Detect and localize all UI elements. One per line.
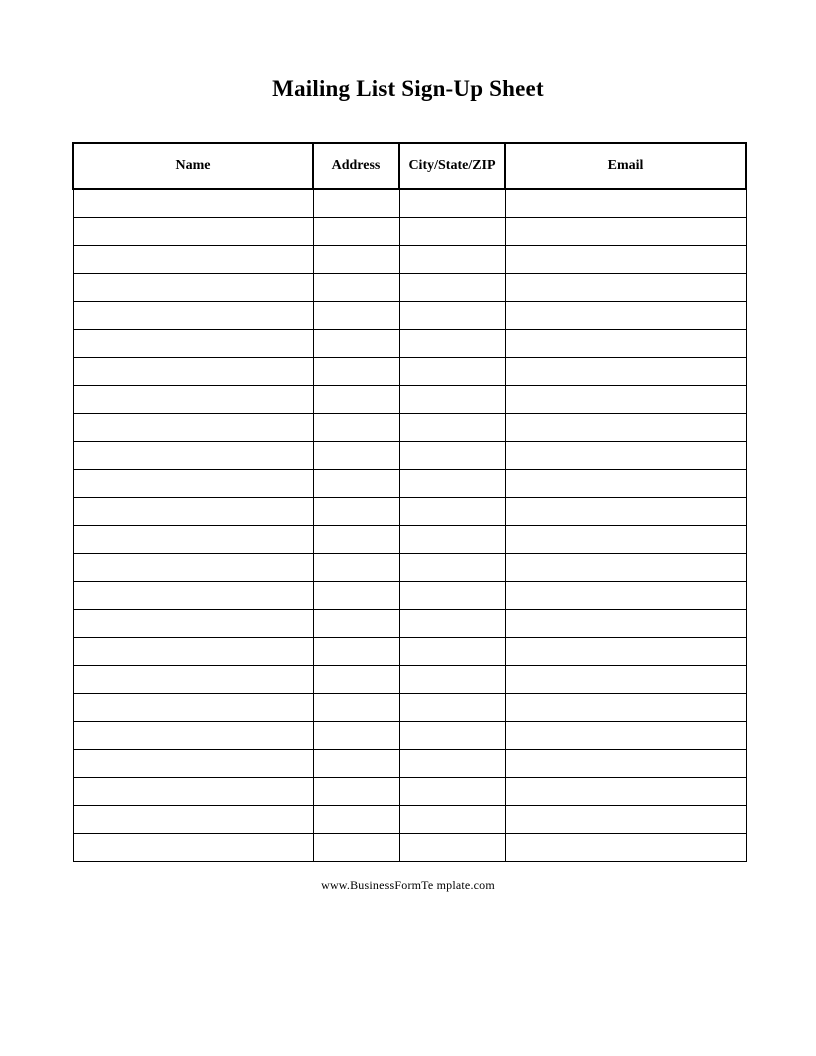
name-cell[interactable] — [73, 386, 313, 414]
address-cell[interactable] — [313, 778, 399, 806]
city-state-zip-cell[interactable] — [399, 554, 505, 582]
email-cell[interactable] — [505, 414, 746, 442]
address-cell[interactable] — [313, 358, 399, 386]
email-cell[interactable] — [505, 442, 746, 470]
address-cell[interactable] — [313, 834, 399, 862]
name-cell[interactable] — [73, 218, 313, 246]
table-body — [73, 189, 746, 862]
city-state-zip-cell[interactable] — [399, 442, 505, 470]
column-header-email: Email — [505, 143, 746, 189]
name-cell[interactable] — [73, 806, 313, 834]
name-cell[interactable] — [73, 610, 313, 638]
column-header-city-state-zip: City/State/ZIP — [399, 143, 505, 189]
email-cell[interactable] — [505, 218, 746, 246]
email-cell[interactable] — [505, 386, 746, 414]
name-cell[interactable] — [73, 750, 313, 778]
name-cell[interactable] — [73, 582, 313, 610]
city-state-zip-cell[interactable] — [399, 189, 505, 218]
table-row — [73, 330, 746, 358]
address-cell[interactable] — [313, 274, 399, 302]
address-cell[interactable] — [313, 302, 399, 330]
table-row — [73, 638, 746, 666]
name-cell[interactable] — [73, 442, 313, 470]
address-cell[interactable] — [313, 330, 399, 358]
name-cell[interactable] — [73, 638, 313, 666]
page-title: Mailing List Sign-Up Sheet — [272, 76, 544, 101]
table-row — [73, 274, 746, 302]
city-state-zip-cell[interactable] — [399, 526, 505, 554]
address-cell[interactable] — [313, 638, 399, 666]
city-state-zip-cell[interactable] — [399, 722, 505, 750]
table-row — [73, 666, 746, 694]
name-cell[interactable] — [73, 694, 313, 722]
email-cell[interactable] — [505, 610, 746, 638]
city-state-zip-cell[interactable] — [399, 218, 505, 246]
address-cell[interactable] — [313, 498, 399, 526]
name-cell[interactable] — [73, 666, 313, 694]
name-cell[interactable] — [73, 189, 313, 218]
email-cell[interactable] — [505, 806, 746, 834]
table-row — [73, 414, 746, 442]
email-cell[interactable] — [505, 246, 746, 274]
address-cell[interactable] — [313, 218, 399, 246]
address-cell[interactable] — [313, 694, 399, 722]
city-state-zip-cell[interactable] — [399, 610, 505, 638]
email-cell[interactable] — [505, 722, 746, 750]
address-cell[interactable] — [313, 526, 399, 554]
name-cell[interactable] — [73, 358, 313, 386]
address-cell[interactable] — [313, 554, 399, 582]
city-state-zip-cell[interactable] — [399, 358, 505, 386]
email-cell[interactable] — [505, 582, 746, 610]
signup-table — [72, 142, 747, 862]
email-cell[interactable] — [505, 554, 746, 582]
address-cell[interactable] — [313, 414, 399, 442]
table-row — [73, 834, 746, 862]
address-cell[interactable] — [313, 386, 399, 414]
table-row — [73, 750, 746, 778]
table-row — [73, 610, 746, 638]
address-cell[interactable] — [313, 666, 399, 694]
name-cell[interactable] — [73, 554, 313, 582]
table-row — [73, 694, 746, 722]
address-cell[interactable] — [313, 582, 399, 610]
email-cell[interactable] — [505, 470, 746, 498]
email-cell[interactable] — [505, 498, 746, 526]
header-row — [73, 143, 746, 189]
address-cell[interactable] — [313, 246, 399, 274]
address-cell[interactable] — [313, 189, 399, 218]
email-cell[interactable] — [505, 358, 746, 386]
table-row — [73, 778, 746, 806]
name-cell[interactable] — [73, 274, 313, 302]
name-cell[interactable] — [73, 722, 313, 750]
footer-website: www.BusinessFormTe mplate.com — [321, 878, 495, 892]
column-header-address: Address — [313, 143, 399, 189]
address-cell[interactable] — [313, 750, 399, 778]
name-cell[interactable] — [73, 778, 313, 806]
table-row — [73, 189, 746, 218]
email-cell[interactable] — [505, 750, 746, 778]
city-state-zip-cell[interactable] — [399, 386, 505, 414]
email-cell[interactable] — [505, 330, 746, 358]
city-state-zip-cell[interactable] — [399, 246, 505, 274]
table-row — [73, 806, 746, 834]
table-row — [73, 358, 746, 386]
address-cell[interactable] — [313, 806, 399, 834]
address-cell[interactable] — [313, 722, 399, 750]
city-state-zip-cell[interactable] — [399, 834, 505, 862]
table-row — [73, 554, 746, 582]
name-cell[interactable] — [73, 498, 313, 526]
email-cell[interactable] — [505, 274, 746, 302]
city-state-zip-cell[interactable] — [399, 694, 505, 722]
address-cell[interactable] — [313, 442, 399, 470]
address-cell[interactable] — [313, 470, 399, 498]
name-cell[interactable] — [73, 302, 313, 330]
table-row — [73, 582, 746, 610]
name-cell[interactable] — [73, 526, 313, 554]
city-state-zip-cell[interactable] — [399, 750, 505, 778]
email-cell[interactable] — [505, 778, 746, 806]
city-state-zip-cell[interactable] — [399, 302, 505, 330]
email-cell[interactable] — [505, 189, 746, 218]
table-row — [73, 442, 746, 470]
table-row — [73, 498, 746, 526]
table-row — [73, 526, 746, 554]
city-state-zip-cell[interactable] — [399, 638, 505, 666]
email-cell[interactable] — [505, 834, 746, 862]
column-header-name: Name — [73, 143, 313, 189]
table-row — [73, 218, 746, 246]
table-row — [73, 302, 746, 330]
email-cell[interactable] — [505, 694, 746, 722]
city-state-zip-cell[interactable] — [399, 470, 505, 498]
city-state-zip-cell[interactable] — [399, 414, 505, 442]
city-state-zip-cell[interactable] — [399, 582, 505, 610]
city-state-zip-cell[interactable] — [399, 498, 505, 526]
email-cell[interactable] — [505, 638, 746, 666]
name-cell[interactable] — [73, 470, 313, 498]
table-row — [73, 470, 746, 498]
city-state-zip-cell[interactable] — [399, 274, 505, 302]
name-cell[interactable] — [73, 330, 313, 358]
city-state-zip-cell[interactable] — [399, 666, 505, 694]
table-row — [73, 722, 746, 750]
name-cell[interactable] — [73, 834, 313, 862]
table-row — [73, 246, 746, 274]
city-state-zip-cell[interactable] — [399, 778, 505, 806]
email-cell[interactable] — [505, 526, 746, 554]
table-row — [73, 386, 746, 414]
name-cell[interactable] — [73, 246, 313, 274]
city-state-zip-cell[interactable] — [399, 330, 505, 358]
email-cell[interactable] — [505, 666, 746, 694]
email-cell[interactable] — [505, 302, 746, 330]
city-state-zip-cell[interactable] — [399, 806, 505, 834]
address-cell[interactable] — [313, 610, 399, 638]
name-cell[interactable] — [73, 414, 313, 442]
